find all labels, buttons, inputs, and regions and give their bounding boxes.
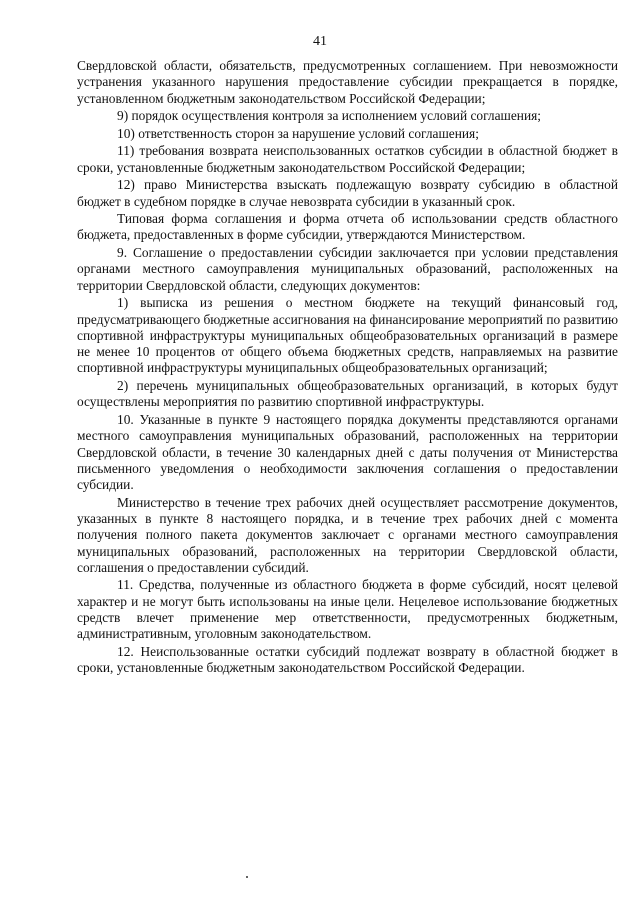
- paragraph-clause-9-item-2: 2) перечень муниципальных общеобразовательных организаций, в которых будут осуществлены мероприятия по развитию спортивной инфраструктуры.: [77, 378, 618, 410]
- paragraph-item-9: 9) порядок осуществления контроля за исполнением условий соглашения;: [117, 108, 541, 124]
- paragraph-clause-12: 12. Неиспользованные остатки субсидий подлежат возврату в областной бюджет в сроки, установленные бюджетным законодательством Российской Федерации.: [77, 643, 618, 676]
- paragraph-item-10: 10) ответственность сторон за нарушение условий соглашения;: [117, 125, 479, 141]
- paragraph-clause-10: 10. Указанные в пункте 9 настоящего порядка документы представляются органами местного самоуправления муниципальных образований, расположенных на территории Свердловской области, в течение 30 календарных дней с даты получения от Министерства письменного уведомления о необходимости заключения соглашения о предоставлении субсидии.: [77, 411, 618, 493]
- paragraph-clause-9: 9. Соглашение о предоставлении субсидии заключается при условии представления органами местного самоуправления муниципальных образований, расположенных на территории Свердловской области, следующих документов:: [77, 245, 618, 293]
- paragraph-standard-form: Типовая форма соглашения и форма отчета об использовании средств областного бюджета, предоставленных в форме субсидии, утверждаются Министерством.: [77, 211, 618, 243]
- paragraph-ministry-review: Министерство в течение трех рабочих дней осуществляет рассмотрение документов, указанных в пункте 8 настоящего порядка, и в течение трех рабочих дней с момента получения полного пакета документов заключает с органами местного самоуправления муниципальных образований, расположенных на территории Свердловской области, соглашения о предоставлении субсидий.: [77, 494, 618, 575]
- paragraph-continuation: Свердловской области, обязательств, предусмотренных соглашением. При невозможности устранения указанного нарушения предоставление субсидии прекращается в порядке, установленном бюджетным законодательством Российской Федерации;: [77, 58, 618, 106]
- paragraph-item-11: 11) требования возврата неиспользованных остатков субсидии в областной бюджет в сроки, установленные бюджетным законодательством Российской Федерации;: [77, 143, 618, 175]
- paragraph-item-12: 12) право Министерства взыскать подлежащую возврату субсидию в областной бюджет в судебном порядке в случае невозврата субсидии в указанный срок.: [77, 177, 618, 209]
- page-number: 41: [313, 34, 327, 49]
- scan-speck: [246, 876, 248, 878]
- paragraph-clause-11: 11. Средства, полученные из областного бюджета в форме субсидий, носят целевой характер и не могут быть использованы на иные цели. Нецелевое использование бюджетных средств влечет применение мер ответственности, предусмотренных бюджетным, административным, уголовным законодательством.: [77, 577, 618, 642]
- body-text: [77, 58, 618, 678]
- paragraph-clause-9-item-1: 1) выписка из решения о местном бюджете на текущий финансовый год, предусматривающего бюджетные ассигнования на финансирование мероприятий по развитию спортивной инфраструктуры муниципальных общеобразовательных организаций в размере не менее 10 процентов от общего объема бюджетных средств, направляемых на развитие спортивной инфраструктуры муниципальных общеобразовательных организаций;: [77, 295, 618, 376]
